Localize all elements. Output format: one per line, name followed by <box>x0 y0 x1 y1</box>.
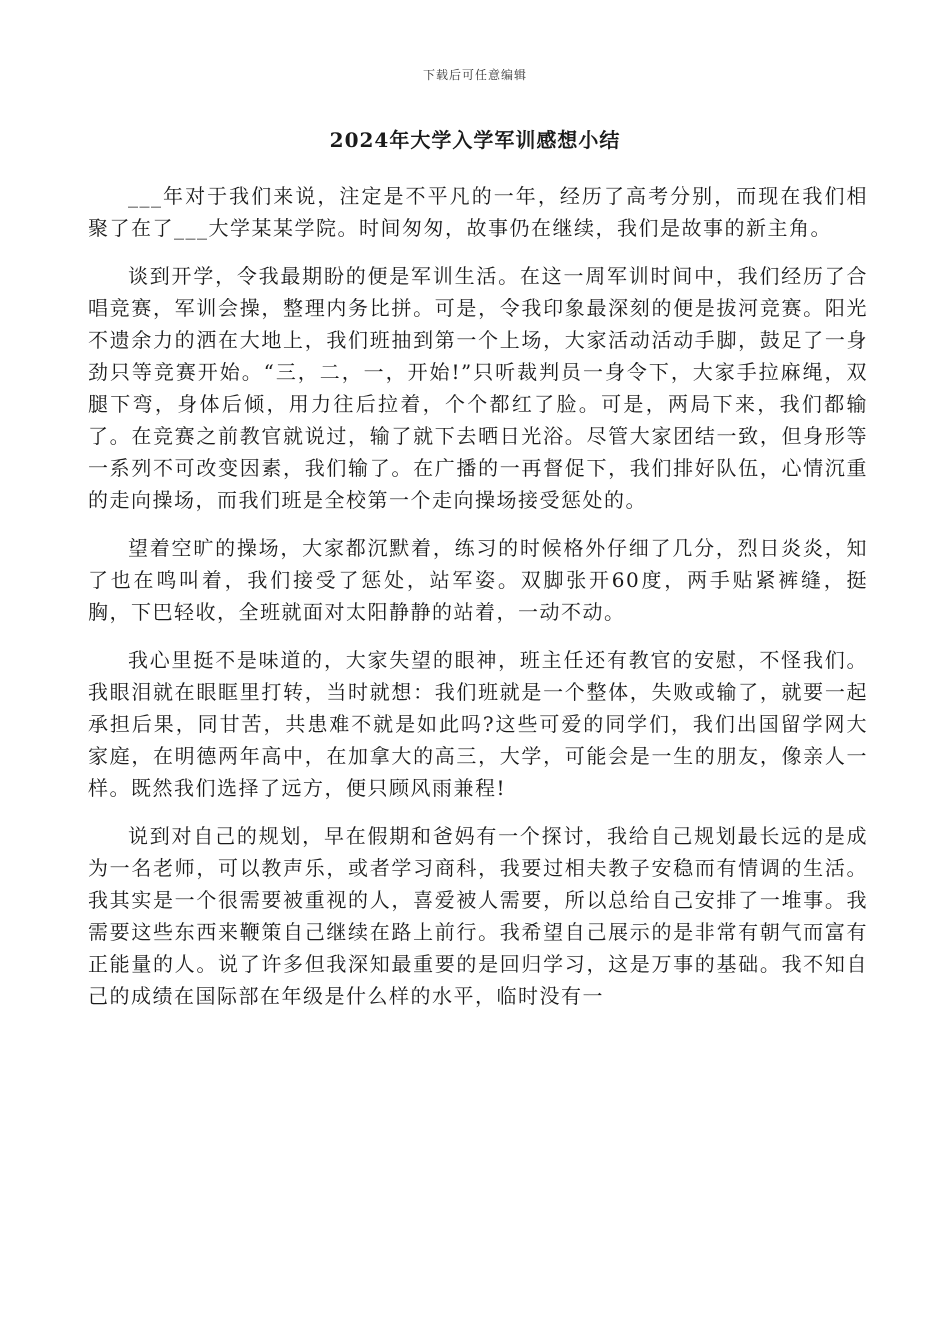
header-note: 下载后可任意编辑 <box>422 68 527 82</box>
paragraph-2: 谈到开学，令我最期盼的便是军训生活。在这一周军训时间中，我们经历了合唱竞赛，军训会操，整理内务比拼。可是，令我印象最深刻的便是拔河竞赛。阳光不遗余力的洒在大地上，我们班抽到第一个上场，大家活动活动手脚，鼓足了一身劲只等竞赛开始。“三，二，一，开始!”只听裁判员一身令下，大家手拉麻绳，双腿下弯，身体后倾，用力往后拉着，个个都红了脸。可是，两局下来，我们都输了。在竞赛之前教官就说过，输了就下去晒日光浴。尽管大家团结一致，但身形等一系列不可改变因素，我们输了。在广播的一再督促下，我们排好队伍，心情沉重的走向操场，而我们班是全校第一个走向操场接受惩处的。 <box>88 264 868 512</box>
paragraph-4: 我心里挺不是味道的，大家失望的眼神，班主任还有教官的安慰，不怪我们。我眼泪就在眼眶里打转，当时就想：我们班就是一个整体，失败或输了，就要一起承担后果，同甘苦，共患难不就是如此吗?这些可爱的同学们，我们出国留学网大家庭，在明德两年高中，在加拿大的高三，大学，可能会是一生的朋友，像亲人一样。既然我们选择了远方，便只顾风雨兼程! <box>88 648 868 800</box>
paragraph-1: ___年对于我们来说，注定是不平凡的一年，经历了高考分别，而现在我们相聚了在了___大学某某学院。时间匆匆，故事仍在继续，我们是故事的新主角。 <box>88 184 868 240</box>
paragraph-5: 说到对自己的规划，早在假期和爸妈有一个探讨，我给自己规划最长远的是成为一名老师，可以教声乐，或者学习商科，我要过相夫教子安稳而有情调的生活。我其实是一个很需要被重视的人，喜爱被人需要，所以总给自己安排了一堆事。我需要这些东西来鞭策自己继续在路上前行。我希望自己展示的是非常有朝气而富有正能量的人。说了许多但我深知最重要的是回归学习，这是万事的基础。我不知自己的成绩在国际部在年级是什么样的水平，临时没有一 <box>88 824 868 1008</box>
document-body <box>88 180 868 1028</box>
document-title: 2024年大学入学军训感想小结 <box>329 128 621 152</box>
paragraph-3: 望着空旷的操场，大家都沉默着，练习的时候格外仔细了几分，烈日炎炎，知了也在鸣叫着，我们接受了惩处，站军姿。双脚张开60度，两手贴紧裤缝，挺胸，下巴轻收，全班就面对太阳静静的站着，一动不动。 <box>88 536 868 624</box>
